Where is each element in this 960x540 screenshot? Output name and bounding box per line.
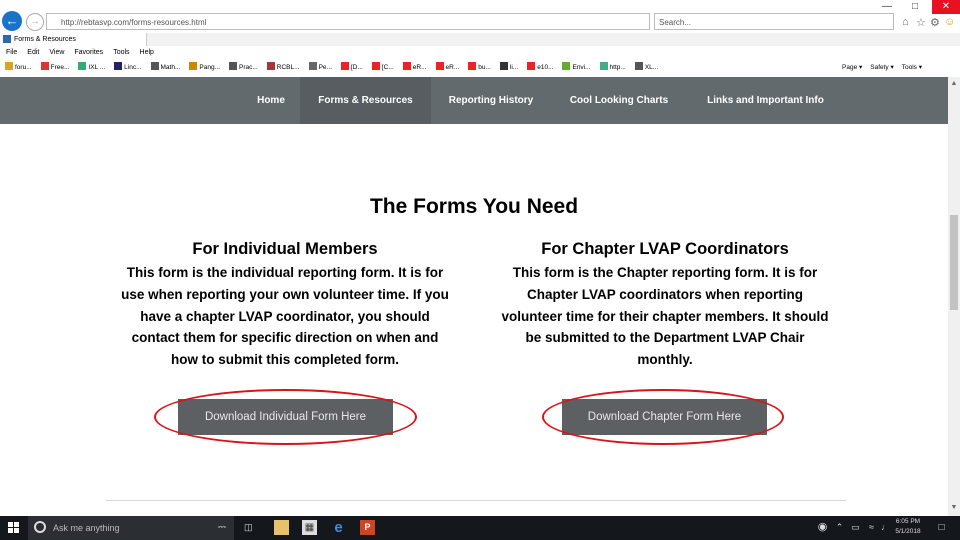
command-bar-tools [842, 59, 930, 77]
favorite-label: eR... [412, 64, 427, 71]
command-page-menu[interactable]: Page ▾ [842, 64, 863, 71]
favorite-label: bu... [478, 64, 491, 71]
maximize-icon[interactable]: □ [911, 1, 919, 12]
favorite-label: eR... [445, 64, 460, 71]
favorite-favicon-icon [562, 62, 570, 70]
favorite-favicon-icon [151, 62, 159, 70]
chapter-line: monthly. [637, 352, 693, 368]
favorite-label: Math... [160, 64, 181, 71]
highlight-ring [542, 389, 784, 445]
favorite-link[interactable] [5, 64, 32, 71]
minimize-icon[interactable]: — [882, 1, 892, 12]
address-bar[interactable]: http://rebtasvp.com/forms-resources.html [46, 13, 650, 30]
cortana-icon [34, 521, 46, 533]
favorite-label: Envi... [572, 64, 591, 71]
favorite-favicon-icon [600, 62, 608, 70]
command-tools-menu[interactable]: Tools ▾ [901, 64, 922, 71]
clock-time: 6:05 PM [895, 518, 921, 525]
action-center-icon[interactable]: □ [938, 522, 945, 533]
individual-line: contact them for specific direction on when and [131, 330, 439, 346]
back-button[interactable]: ← [2, 11, 22, 31]
individual-line: how to submit this completed form. [170, 352, 399, 368]
favorite-label: [C... [381, 64, 394, 71]
favorite-favicon-icon [5, 62, 13, 70]
favorite-link[interactable] [114, 64, 141, 71]
nav-links-info[interactable]: Links and Important Info [707, 95, 824, 106]
favorite-link[interactable] [635, 64, 658, 71]
scrollbar-thumb[interactable] [950, 215, 958, 310]
favorite-label: li... [509, 64, 519, 71]
windows-start-icon[interactable] [8, 522, 19, 533]
favorite-label: IXL ... [88, 64, 106, 71]
individual-line: This form is the individual reporting form. It is for [126, 265, 444, 280]
chapter-line: Chapter LVAP coordinators when reporting [526, 286, 804, 302]
favorite-label: foru... [15, 64, 32, 71]
favorite-label: Pe... [318, 64, 332, 71]
favorite-link[interactable] [468, 64, 491, 71]
favorite-label: e10... [537, 64, 554, 71]
favorites-star-icon[interactable]: ☆ [916, 17, 926, 29]
favorite-label: RCBL... [276, 64, 300, 71]
favorite-favicon-icon [189, 62, 197, 70]
home-icon[interactable]: ⌂ [902, 16, 909, 28]
chapter-line: volunteer time for their chapter members. It should [501, 308, 829, 324]
download-individual-form-button[interactable]: Download Individual Form Here [178, 399, 393, 435]
favorite-link[interactable] [189, 64, 220, 71]
chapter-description [480, 262, 850, 371]
individual-heading: For Individual Members [192, 240, 378, 258]
individual-line: have a chapter LVAP coordinator, you should [140, 308, 430, 324]
favorite-link[interactable] [229, 64, 258, 71]
forward-button[interactable]: → [26, 13, 44, 31]
favorite-label: Linc... [124, 64, 142, 71]
close-icon[interactable]: ✕ [932, 0, 960, 14]
favorite-favicon-icon [403, 62, 411, 70]
favorite-label: [D... [350, 64, 363, 71]
menu-bar [0, 46, 960, 59]
favorite-label: Free... [50, 64, 70, 71]
nav-cool-charts[interactable]: Cool Looking Charts [569, 95, 669, 106]
favorite-label: XL... [644, 64, 659, 71]
wifi-icon[interactable]: ≈ [869, 522, 874, 532]
favorite-label: http... [609, 64, 626, 71]
favorite-favicon-icon [372, 62, 380, 70]
menu-item-edit[interactable]: Edit [27, 49, 40, 56]
network-icon[interactable]: ◉ [817, 521, 828, 533]
favorite-label: Pang... [199, 64, 220, 71]
menu-item-file[interactable]: File [6, 49, 18, 56]
powerpoint-icon[interactable]: P [360, 520, 375, 535]
favorite-label: Prac... [239, 64, 258, 71]
favorite-link[interactable] [500, 64, 518, 71]
tray-chevron-icon[interactable]: ⌃ [835, 522, 844, 532]
favorite-favicon-icon [267, 62, 275, 70]
menu-item-help[interactable]: Help [139, 49, 154, 56]
favorite-favicon-icon [436, 62, 444, 70]
menu-item-favorites[interactable]: Favorites [74, 49, 104, 56]
favorite-favicon-icon [500, 62, 508, 70]
tab-favicon-icon [3, 35, 11, 43]
chapter-line: be submitted to the Department LVAP Chair [525, 330, 805, 346]
favorite-favicon-icon [635, 62, 643, 70]
taskbar-clock[interactable] [888, 517, 928, 537]
scroll-down-icon[interactable]: ▼ [950, 504, 958, 511]
divider [106, 500, 846, 501]
browser-tab[interactable]: Forms & Resources [0, 33, 147, 46]
favorite-link[interactable] [151, 64, 181, 71]
download-chapter-form-button[interactable]: Download Chapter Form Here [562, 399, 767, 435]
chapter-line: This form is the Chapter reporting form. It is for [512, 265, 818, 280]
menu-item-tools[interactable]: Tools [113, 49, 130, 56]
favorite-favicon-icon [309, 62, 317, 70]
menu-item-view[interactable]: View [49, 49, 65, 56]
favorite-favicon-icon [114, 62, 122, 70]
settings-gear-icon[interactable]: ⚙ [930, 17, 940, 29]
microphone-icon[interactable]: ⎓ [218, 522, 226, 533]
favorite-link[interactable] [436, 64, 460, 71]
taskbar-search-input[interactable]: Ask me anything [28, 516, 234, 540]
clock-date: 5/1/2018 [895, 528, 921, 535]
favorite-link[interactable] [41, 64, 70, 71]
command-safety-menu[interactable]: Safety ▾ [870, 64, 894, 71]
favorite-link[interactable] [78, 64, 105, 71]
favorite-link[interactable] [562, 64, 590, 71]
individual-line: use when reporting your own volunteer time. If you [121, 286, 449, 302]
favorite-link[interactable] [372, 64, 394, 71]
scroll-up-icon[interactable]: ▲ [950, 80, 958, 87]
favorite-link[interactable] [309, 64, 332, 71]
chapter-heading: For Chapter LVAP Coordinators [541, 240, 789, 258]
highlight-ring [154, 389, 417, 445]
browser-search-input[interactable]: Search... [654, 13, 894, 30]
task-view-icon[interactable]: ◫ [244, 522, 253, 532]
nav-reporting-history[interactable]: Reporting History [448, 95, 534, 106]
nav-home[interactable]: Home [257, 95, 285, 106]
nav-forms-resources[interactable]: Forms & Resources [300, 77, 431, 124]
file-explorer-icon[interactable] [274, 520, 289, 535]
internet-explorer-icon[interactable]: e [334, 519, 343, 536]
favorite-link[interactable] [267, 64, 300, 71]
favorite-favicon-icon [468, 62, 476, 70]
favorite-link[interactable] [403, 64, 427, 71]
individual-description [100, 262, 470, 371]
battery-icon[interactable]: ▭ [851, 522, 860, 532]
favorite-link[interactable] [527, 64, 553, 71]
favorite-favicon-icon [341, 62, 349, 70]
page-title: The Forms You Need [369, 195, 579, 218]
favorite-favicon-icon [41, 62, 49, 70]
favorite-favicon-icon [229, 62, 237, 70]
volume-icon[interactable]: ♩ [881, 522, 890, 532]
store-icon[interactable]: ▦ [302, 520, 317, 535]
favorite-favicon-icon [78, 62, 86, 70]
favorite-link[interactable] [600, 64, 626, 71]
favorite-favicon-icon [527, 62, 535, 70]
smiley-icon[interactable]: ☺ [944, 16, 956, 28]
favorites-bar [0, 59, 960, 77]
favorite-link[interactable] [341, 64, 363, 71]
